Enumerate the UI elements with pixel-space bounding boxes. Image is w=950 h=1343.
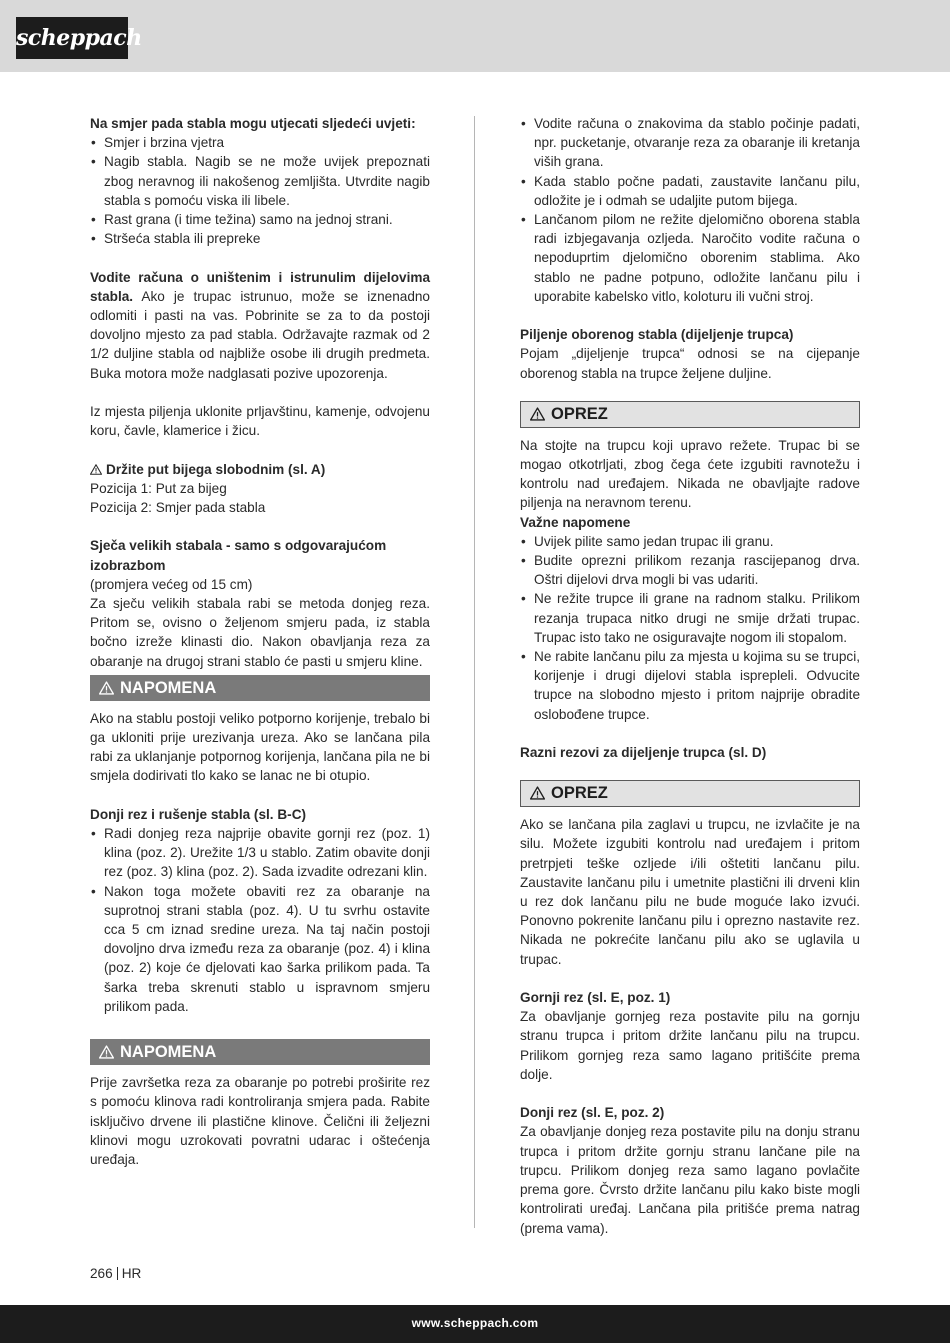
list-item: • Ne rabite lančanu pilu za mjesta u kojima su se trupci, korijenje i drugi dijelovi stabla isprepleli. Odvucite trupce na slobodno mjesto i pritom najprije obradite oslobođene trupce. (520, 647, 860, 724)
large-trees-heading: Sječa velikih stabala - samo s odgovarajućom izobrazbom (90, 538, 387, 573)
note-box-1 (90, 675, 430, 701)
caution-title: OPREZ (551, 404, 608, 423)
bucking-heading: Piljenje oborenog stabla (dijeljenje trupca) (520, 327, 794, 343)
caution-title: OPREZ (551, 784, 608, 803)
top-cut-heading: Gornji rez (sl. E, poz. 1) (520, 990, 671, 1006)
warning-triangle-icon (530, 407, 545, 421)
list-item: • Smjer i brzina vjetra (90, 133, 430, 152)
left-column (90, 114, 430, 1169)
escape-position-1: Pozicija 1: Put za bijeg (90, 480, 227, 496)
caution-box-1 (520, 401, 860, 428)
bottom-cut-heading: Donji rez (sl. E, poz. 2) (520, 1105, 665, 1121)
warning-triangle-icon (90, 464, 102, 475)
note-title: NAPOMENA (120, 1043, 217, 1062)
right-column (520, 114, 860, 1238)
falling-signs-list (520, 114, 860, 306)
list-item: • Uvijek pilite samo jedan trupac ili granu. (520, 532, 860, 551)
top-cut-paragraph: Za obavljanje gornjeg reza postavite pilu na gornju stranu trupca i pritom držite lančanu pilu na trupcu. Prilikom gornjeg reza samo lagano pritišćite prema dolje. (520, 1009, 860, 1082)
note-box-2 (90, 1039, 430, 1065)
large-trees-subheading: (promjera većeg od 15 cm) (90, 576, 253, 592)
caution-2-text: Ako se lančana pila zaglavi u trupcu, ne izvlačite je na silu. Možete izgubiti kontrolu nad uređajem i pritom pretrpjeti teške ozljede i/ili oštetiti lančanu pilu. Zaustavite lančanu pilu i umetnite plastični ili drveni klin u rez dok lančanu pilu ne bude moguće lako izvući. Ponovno pokrenite lančanu pilu i oprezno nastavite rez. Nikada ne pokrećite lančanu pilu ako se uglavila u trupac. (520, 817, 860, 967)
rotten-parts-heading: Vodite računa o uništenim i istrunulim dijelovima stabla. (90, 269, 430, 304)
note-2-text: Prije završetka reza za obaranje po potrebi proširite rez s pomoću klinova radi kontroliranja smjera pada. Rabite isključivo drvene ili plastične klinove. Čelični ili željezni klinovi mogu uzrokovati povratni udarac i oštećenja uređaja. (90, 1075, 430, 1168)
escape-position-2: Pozicija 2: Smjer pada stabla (90, 500, 266, 516)
list-item: • Vodite računa o znakovima da stablo počinje padati, npr. pucketanje, otvaranje reza za obaranje ili kretanja viših grana. (520, 114, 860, 172)
list-item: • Nakon toga možete obaviti rez za obaranje na suprotnoj strani stabla (poz. 4). U tu svrhu ostavite cca 5 cm iznad sredine ureza. Na taj način postoji dovoljno drva između reza za obaranje (poz. 4) i klina (poz. 2) koje će djelovati kao šarka prilikom pada. Ta šarka treba skrenuti stablo u ispravnom smjeru prilikom pada. (90, 882, 430, 1016)
rotten-parts-text: Ako je trupac istrunuo, može se iznenadno odlomiti i pasti na vas. Pobrinite se za to da postoji dovoljno mjesto za pad stabla. Održavajte razmak od 2 1/2 duljine stabla od najbliže osobe ili drugih predmeta. Buka motora može nadglasati pozive upozorenja. (90, 288, 430, 381)
page-number-value: 266 (90, 1266, 113, 1281)
list-item: • Budite oprezni prilikom rezanja rascijepanog drva. Oštri dijelovi drva mogli bi vas udariti. (520, 551, 860, 589)
scheppach-logo: scheppach (16, 17, 128, 59)
page-number-separator (117, 1267, 118, 1280)
undercut-heading: Donji rez i rušenje stabla (sl. B-C) (90, 806, 307, 822)
undercut-list (90, 824, 430, 1016)
list-item: • Radi donjeg reza najprije obavite gornji rez (poz. 1) klina (poz. 2). Urežite 1/3 u stablo. Zatim obavite donji rez (poz. 3) klina (poz. 2). Sada izvadite odrezani klin. (90, 824, 430, 882)
escape-route-heading: Držite put bijega slobodnim (sl. A) (90, 460, 430, 479)
warning-triangle-icon (99, 681, 114, 695)
website-link[interactable]: www.scheppach.com (411, 1316, 539, 1330)
list-item: • Lančanom pilom ne režite djelomično oborena stabla radi izbjegavanja ozljeda. Naročito vodite računa o nepoduprtim djelomično oborenim stablima. Ako stablo ne padne potpuno, odložite lančanu pilu i uporabite kabelsko vitlo, koloturu ili vučni stroj. (520, 210, 860, 306)
caution-box-2 (520, 780, 860, 807)
note-1-text: Ako na stablu postoji veliko potporno korijenje, trebalo bi ga ukloniti prije urezivanja ureza. Ako se lančana pila rabi za uklanjanje potpornog korijenja, lančana pila ne bi smjela dodirivati tlo kako se lanac ne bi otupio. (90, 710, 430, 784)
bottom-cut-paragraph: Za obavljanje donjeg reza postavite pilu na donju stranu trupca i pritom držite gornju stranu lančane pile na trupcu. Prilikom donjeg reza samo lagano povlačite prema gore. Čvrsto držite lančanu pilu kako biste mogli kontrolirati uređaj. Lančana pila pritišće prema natrag (prema vama). (520, 1124, 860, 1236)
list-item: • Ne režite trupce ili grane na radnom stalku. Prilikom rezanja trupaca nitko drugi ne smije držati trupac. Trupac isto tako ne osiguravajte nogom ili stopalom. (520, 589, 860, 647)
warning-triangle-icon (530, 786, 545, 800)
caution-1-text: Na stojte na trupcu koji upravo režete. Trupac bi se mogao otkotrljati, zbog čega ćete izgubiti ravnotežu i kontrolu nad uređajem. Nikada ne obavljajte radove piljenja na neravnom terenu. (520, 437, 860, 511)
various-cuts-heading: Razni rezovi za dijeljenje trupca (sl. D) (520, 745, 767, 761)
large-trees-paragraph: Za sječu velikih stabala rabi se metoda donjeg reza. Pritom se, ovisno o željenom smjeru pada, iz stabla bočno izreže klinasti dio. Nakon obavljanja reza za obaranje na drugoj strani stablo će pasti u smjeru kline. (90, 596, 430, 669)
list-item: • Rast grana (i time težina) samo na jednoj strani. (90, 210, 430, 229)
column-divider (474, 116, 475, 1228)
page-header (0, 0, 950, 72)
cleanup-paragraph: Iz mjesta piljenja uklonite prljavštinu, kamenje, odvojenu koru, čavle, klamerice i žicu. (90, 404, 430, 439)
list-item: • Stršeća stabla ili prepreke (90, 229, 430, 248)
page-language: HR (121, 1266, 142, 1281)
list-item: • Nagib stabla. Nagib se ne može uvijek prepoznati zbog neravnog ili nakošenog zemljišta. Utvrdite nagib stabla s pomoću viska ili libele. (90, 152, 430, 210)
page-number (90, 1265, 141, 1283)
bucking-paragraph: Pojam „dijeljenje trupca“ odnosi se na cijepanje oborenog stabla na trupce željene duljine. (520, 346, 860, 381)
list-item: • Kada stablo počne padati, zaustavite lančanu pilu, odložite je i odmah se udaljite putom bijega. (520, 172, 860, 210)
important-notes-heading: Važne napomene (520, 514, 631, 530)
fall-conditions-list (90, 133, 430, 248)
note-title: NAPOMENA (120, 678, 217, 697)
warning-triangle-icon (99, 1045, 114, 1059)
page-footer (0, 1305, 950, 1343)
section-heading-fall-conditions: Na smjer pada stabla mogu utjecati sljedeći uvjeti: (90, 116, 416, 131)
important-notes-list (520, 532, 860, 724)
rotten-parts-paragraph (90, 268, 430, 383)
